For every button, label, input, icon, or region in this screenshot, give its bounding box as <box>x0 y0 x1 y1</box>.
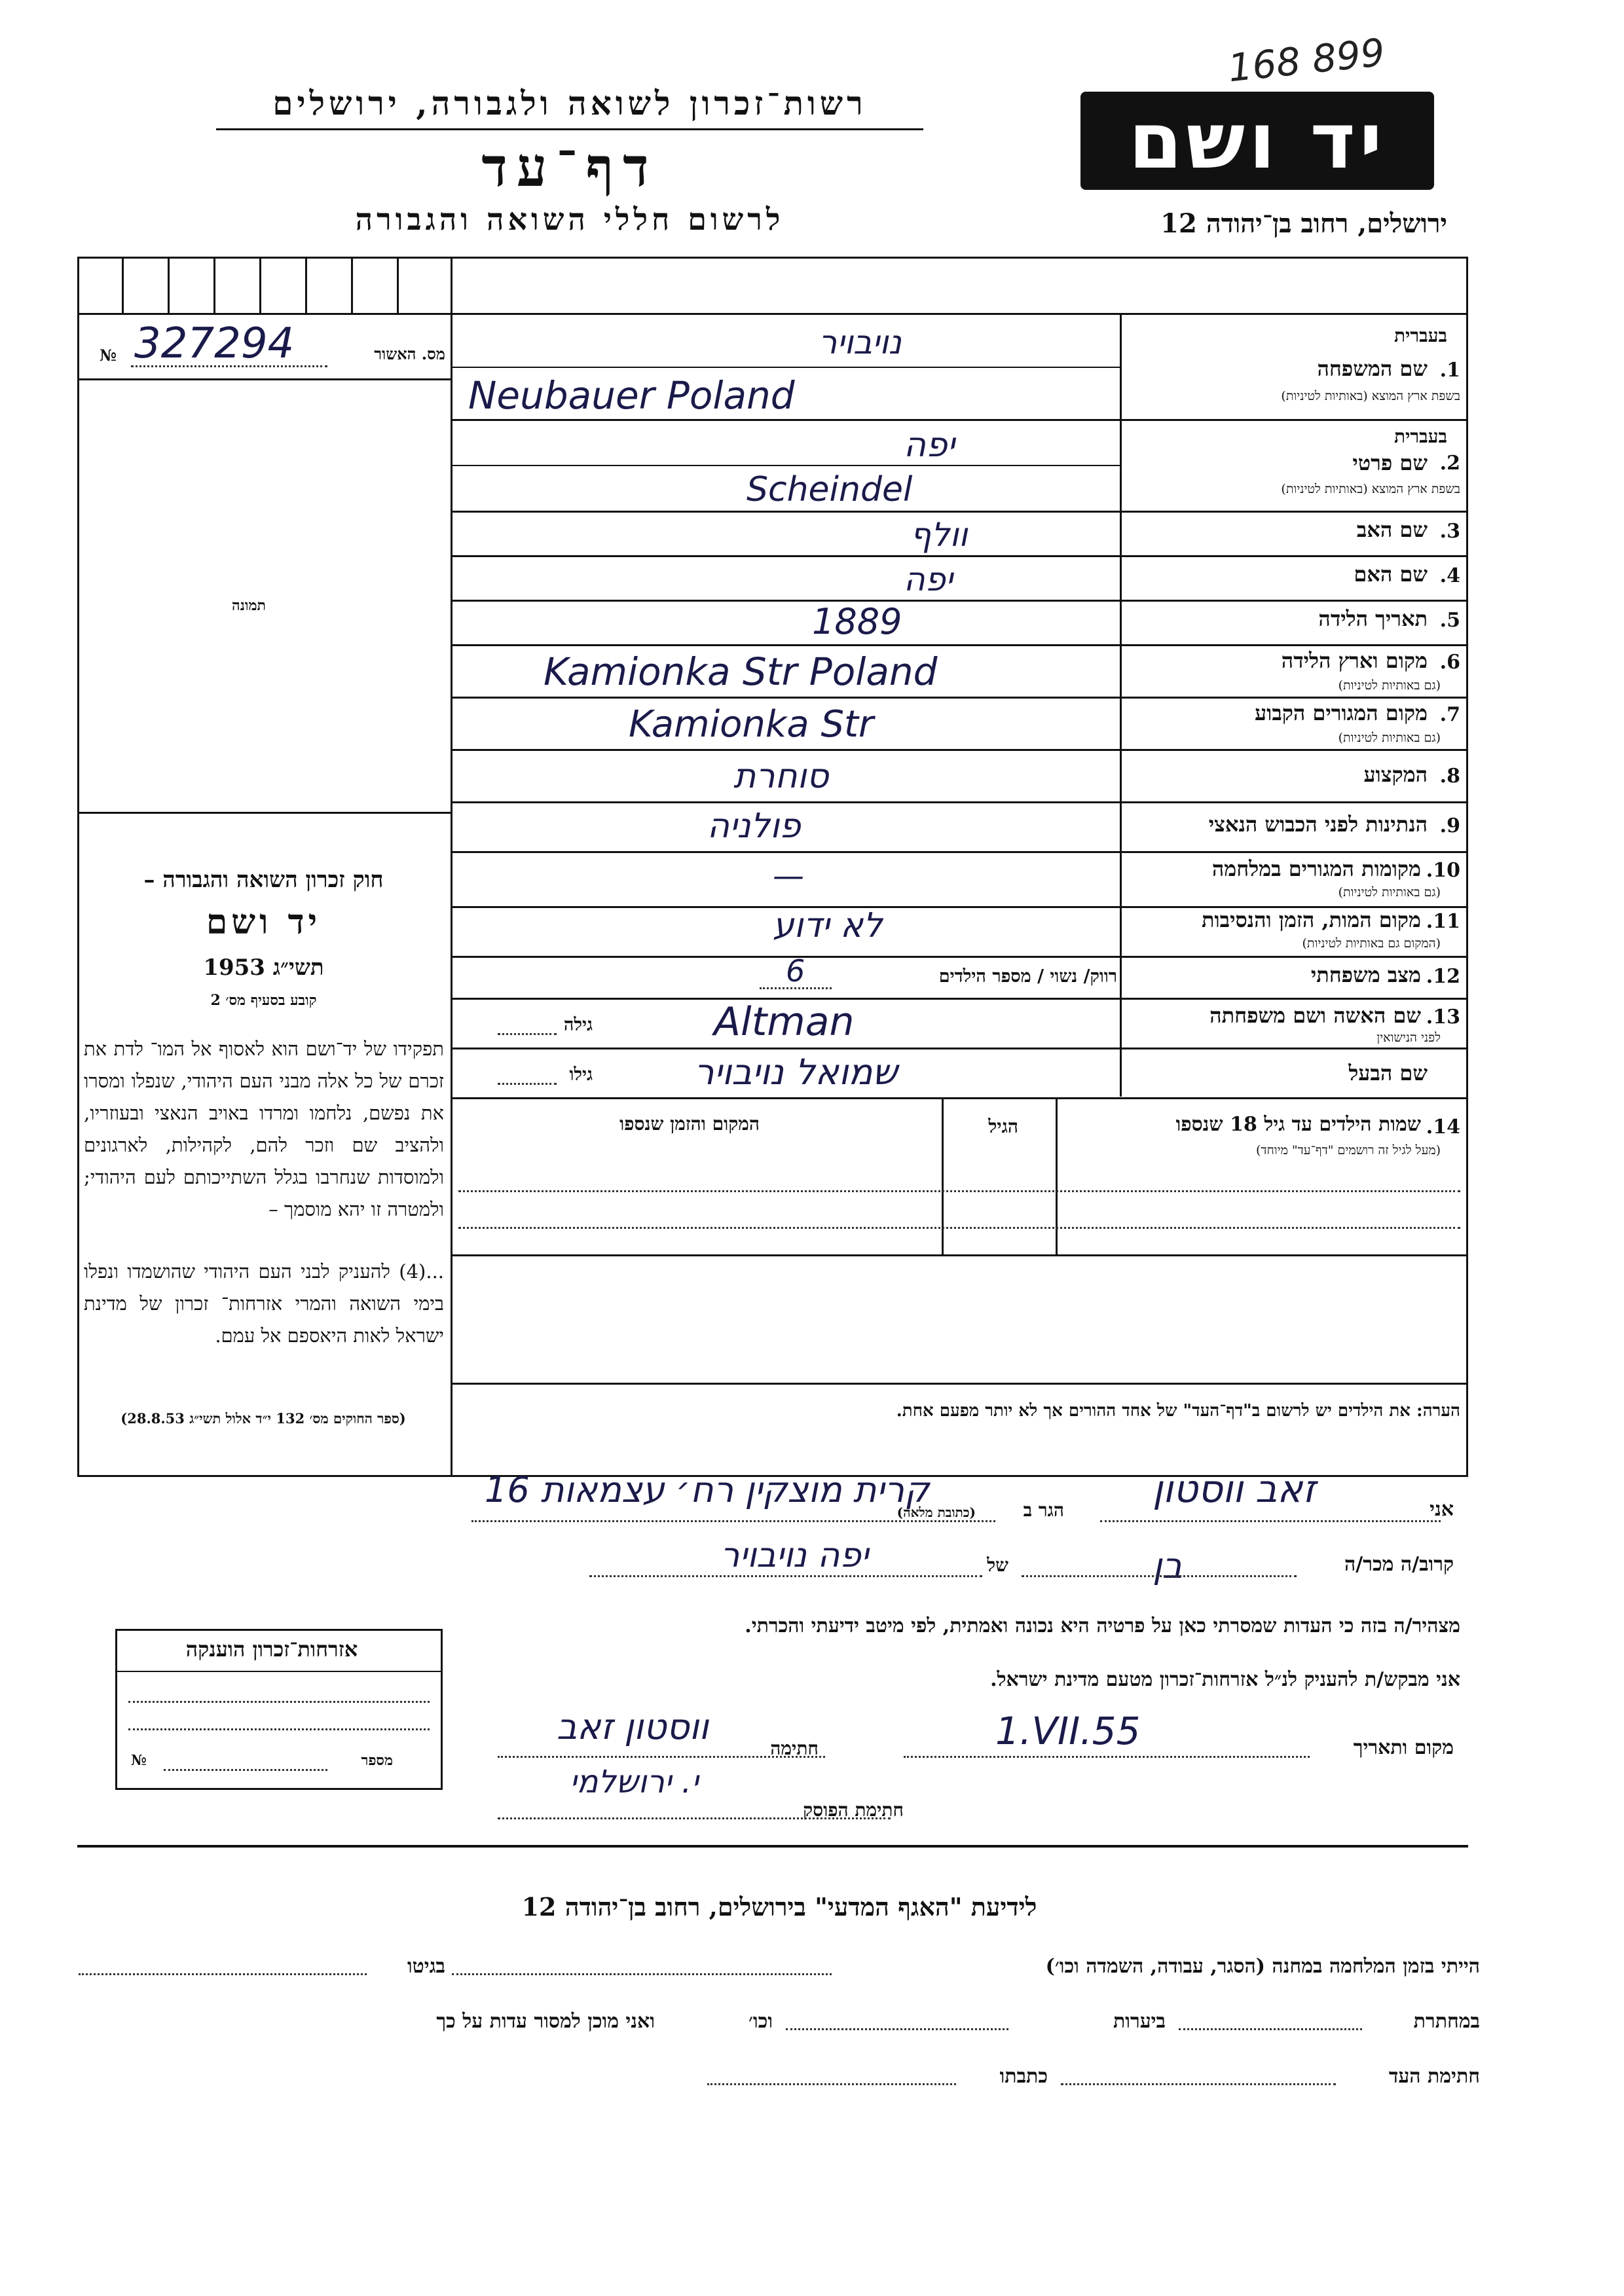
footer-address-dots <box>707 2083 956 2085</box>
field-10-sub: (גם באותיות לטיניות) <box>1338 885 1441 900</box>
archive-reference-number: 168 899 <box>1226 29 1387 91</box>
official-signature-dots <box>498 1817 891 1819</box>
children-col-divider <box>942 1097 944 1254</box>
declaration-relative: קרוב/ה מכר/ה <box>1344 1553 1454 1576</box>
approval-row-bottom <box>77 378 451 380</box>
office-box-divider <box>259 257 261 313</box>
field-13-value: Altman <box>714 999 855 1045</box>
field-1-number: 1. <box>1439 359 1460 382</box>
field-11-value: לא ידוע <box>773 906 883 945</box>
field-1-sub: בשפת ארץ המוצא (באותיות לטיניות) <box>1281 389 1460 403</box>
field-12-dotted-line <box>760 987 832 989</box>
footer-heading: לידיעת "האגף המדעי" בירושלים, רחוב בן־יהודה 12 <box>521 1892 1037 1922</box>
field-13-sub: לפני הנישואין <box>1376 1030 1441 1045</box>
row-separator <box>451 555 1468 557</box>
field-13-age-dots <box>498 1033 557 1035</box>
field-12-label: מצב משפחתי <box>1310 962 1421 987</box>
law-clause: קובע בסעיף מס׳ 2 <box>210 992 317 1009</box>
document-title: דף־עד <box>481 136 658 199</box>
husband-age-label: גילו <box>569 1065 593 1085</box>
husband-value: שמואל נויבויר <box>694 1051 898 1093</box>
law-paragraph-2: ...(4) להעניק לבני העם היהודי שהושמדו ונפלו בימי השואה והמרי אזרחות־ זכרון של מדינת ישראל לאות היאספם אל עמם. <box>84 1260 444 1347</box>
footer-underground-dots <box>1179 2028 1362 2030</box>
footer-line1-dots <box>452 1973 832 1975</box>
declaration-date-value: 1.VII.55 <box>995 1709 1141 1753</box>
footer-underground: במחתרת <box>1413 2010 1480 2033</box>
field-1-hebrew-value: נויבויר <box>819 323 902 361</box>
declaration-relation-dots <box>1022 1575 1297 1577</box>
row-separator <box>451 1097 1468 1099</box>
declaration-date-dots <box>904 1756 1310 1758</box>
field-1-label: שם המשפחה <box>1317 356 1428 381</box>
footer-etc: וכו׳ <box>748 2010 773 2033</box>
office-box-divider <box>122 257 124 313</box>
footer-ghetto-dots <box>79 1973 367 1975</box>
field-8-value: סוחרת <box>733 757 829 796</box>
children-sub: (מעל לגיל זה רושמים "דף־עד" מיוחד) <box>1255 1143 1441 1157</box>
field-4-value: יפה <box>904 560 953 598</box>
declaration-signature-value: ווסטון זאב <box>557 1706 709 1747</box>
declaration-address-value: קרית מוצקין רח׳ עצמאות 16 <box>485 1469 930 1510</box>
field-2-label: שם פרטי <box>1352 450 1428 475</box>
office-row-bottom <box>77 313 1468 315</box>
row-separator <box>451 998 1468 1000</box>
footer-forests-dots <box>786 2028 1008 2030</box>
declaration-ani: אני <box>1430 1498 1454 1521</box>
field-12-extra-label: רווק/ נשוי / מספר הילדים <box>938 966 1117 987</box>
field-12-value: 6 <box>786 953 805 989</box>
certificate-number-label: מספר <box>361 1752 393 1769</box>
field-9-number: 9. <box>1439 814 1460 837</box>
approval-number-value: 327294 <box>134 319 295 368</box>
row-separator <box>451 956 1468 958</box>
declaration-address-dots <box>471 1520 995 1522</box>
field-3-value: וולף <box>910 516 968 554</box>
footer-forests: ביערות <box>1113 2010 1166 2033</box>
row-subseparator <box>451 465 1120 466</box>
field-10-label: מקומות המגורים במלחמה <box>1211 856 1421 881</box>
husband-label: שם הבעל <box>1348 1061 1428 1085</box>
authority-underline <box>216 128 923 130</box>
law-title: חוק זכרון השואה והגבורה – <box>143 867 384 893</box>
children-place-header: המקום והזמן שנספו <box>619 1113 760 1135</box>
row-separator <box>451 419 1468 421</box>
field-7-label: מקום המגורים הקבוע <box>1255 701 1428 725</box>
certificate-dots <box>128 1701 430 1703</box>
footer-line2b: ואני מוכן למסור עדות על כך <box>436 2010 655 2033</box>
field-5-value: 1889 <box>812 601 902 642</box>
field-7-value: Kamionka Str <box>629 703 874 746</box>
field-6-number: 6. <box>1439 651 1460 674</box>
field-10-value: — <box>773 858 804 894</box>
row-separator <box>451 511 1468 513</box>
footer-line1: הייתי בזמן המלחמה במחנה (הסגר, עבודה, השמדה וכו׳) <box>1045 1955 1480 1978</box>
field-8-number: 8. <box>1439 765 1460 788</box>
field-1-latin-value: Neubauer Poland <box>468 373 795 418</box>
office-box-divider <box>397 257 399 313</box>
children-col-divider <box>1056 1097 1058 1254</box>
note-text: הערה: את הילדים יש לרשום ב"דף־העד" של אחד ההורים אך לא יותר מפעם אחת. <box>896 1401 1460 1421</box>
field-2-latin-value: Scheindel <box>747 470 913 509</box>
children-age-header: הגיל <box>988 1116 1018 1137</box>
certificate-no-mark: № <box>131 1752 147 1769</box>
photo-area-bottom <box>77 812 451 814</box>
field-2-sub: בשפת ארץ המוצא (באותיות לטיניות) <box>1281 482 1460 496</box>
declaration-relation-value: בן <box>1153 1545 1183 1586</box>
field-3-number: 3. <box>1439 520 1460 543</box>
field-7-number: 7. <box>1439 703 1460 726</box>
field-5-number: 5. <box>1439 609 1460 632</box>
declaration-lives-at: הגר ב <box>1023 1499 1064 1521</box>
note-top-line <box>451 1383 1468 1385</box>
field-6-value: Kamionka Str Poland <box>544 649 938 694</box>
office-box-divider <box>213 257 215 313</box>
field-12-number: 12. <box>1426 965 1460 988</box>
field-13-number: 13. <box>1426 1006 1460 1029</box>
column-divider <box>451 257 452 1477</box>
row-separator <box>451 644 1468 646</box>
field-3-label: שם האב <box>1356 517 1428 542</box>
field-11-sub: (המקום גם באותיות לטיניות) <box>1302 936 1441 951</box>
declaration-name-dots <box>1100 1520 1441 1522</box>
field-13-age-label: גילה <box>563 1015 593 1035</box>
children-number: 14. <box>1426 1116 1460 1139</box>
office-box-divider <box>305 257 307 313</box>
declaration-of-value: יפה נויבויר <box>720 1536 869 1575</box>
logo-text: יד ושם <box>1128 96 1386 186</box>
field-6-sub: (גם באותיות לטיניות) <box>1338 678 1441 693</box>
official-signature-value: י. ירושלמי <box>570 1764 699 1800</box>
certificate-dots <box>128 1728 430 1730</box>
footer-address: כתבתו <box>999 2065 1048 2088</box>
declaration-request: אני מבקש/ת להעניק לנ״ל אזרחות־זכרון מטעם מדינת ישראל. <box>990 1668 1460 1691</box>
field-10-number: 10. <box>1426 859 1460 882</box>
row-separator <box>451 600 1468 602</box>
authority-title: רשות־זכרון לשואה ולגבורה, ירושלים <box>272 84 867 122</box>
approval-dotted-line <box>131 365 327 367</box>
declaration-of-dots <box>589 1575 982 1577</box>
children-row-dots <box>458 1190 1460 1192</box>
declaration-of: של <box>987 1554 1008 1576</box>
field-8-label: המקצוע <box>1363 762 1428 787</box>
field-2-hebrew-value: יפה <box>904 426 955 465</box>
field-7-sub: (גם באותיות לטיניות) <box>1338 731 1441 745</box>
field-13-label: שם האשה ושם משפחתה <box>1209 1003 1421 1028</box>
institution-address: ירושלים, רחוב בן־יהודה 12 <box>1160 208 1447 239</box>
row-separator <box>451 801 1468 803</box>
office-box-divider <box>351 257 353 313</box>
children-table-bottom <box>451 1254 1468 1256</box>
declaration-signature-label: חתימה <box>770 1738 819 1759</box>
office-box-divider <box>168 257 170 313</box>
row-separator <box>451 1048 1468 1049</box>
approval-no-mark: № <box>100 346 117 365</box>
label-column-divider <box>1120 314 1122 1097</box>
field-4-number: 4. <box>1439 564 1460 587</box>
field-11-label: מקום המות, הזמן והנסיבות <box>1201 907 1421 932</box>
children-row-dots <box>458 1227 1460 1229</box>
footer-witness-dots <box>1061 2083 1336 2085</box>
field-9-value: פולניה <box>707 807 801 846</box>
row-separator <box>451 851 1468 853</box>
field-6-label: מקום וארץ הלידה <box>1281 648 1428 673</box>
certificate-title: אזרחות־זכרון הוענקה <box>185 1637 358 1662</box>
law-paragraph-1: תפקידו של יד־ושם הוא לאסוף אל המו־ לדת את זכרם של כל אלה מבני העם היהודי, שנפלו ומסרו את נפשם, נלחמו ומרדו באויב הנאצי ובעוזריו, ולהציב שם וזכר להם, לקהילות, לארגונים ולמוסדות שנחרבו בגלל השתייכותם לעם היהודי; ולמטרה זו יהא מוסמך – <box>84 1038 444 1220</box>
certificate-title-rule <box>115 1671 443 1672</box>
yad-vashem-logo <box>1080 92 1434 190</box>
approval-number-label: מס. האשור <box>374 344 445 363</box>
field-4-label: שם האם <box>1354 562 1428 587</box>
field-1-heb-tag: בעברית <box>1393 325 1447 346</box>
children-label: שמות הילדים עד גיל 18 שנספו <box>1175 1113 1421 1136</box>
law-year: תשי״ג 1953 <box>203 955 324 981</box>
field-5-label: תאריך הלידה <box>1318 606 1428 631</box>
field-11-number: 11. <box>1426 910 1460 933</box>
declaration-place-date-label: מקום ותאריך <box>1353 1736 1454 1759</box>
husband-age-dots <box>498 1083 557 1085</box>
official-signature-label: חתימת הפוסק <box>803 1799 904 1821</box>
row-subseparator <box>451 367 1120 368</box>
law-name: יד ושם <box>206 902 322 942</box>
declaration-name-value: זאב ווסטון <box>1153 1467 1316 1511</box>
field-2-number: 2. <box>1439 452 1460 475</box>
field-9-label: הנתינות לפני הכבוש הנאצי <box>1208 812 1428 837</box>
field-2-heb-tag: בעברית <box>1393 426 1447 447</box>
certificate-number-dots <box>164 1769 327 1771</box>
row-separator <box>451 749 1468 751</box>
footer-separator <box>77 1845 1468 1848</box>
document-subtitle: לרשום חללי השואה והגבורה <box>355 202 784 237</box>
law-source: (ספר החוקים מס׳ 132 י״ד אלול תשי״ג 28.8.53) <box>120 1410 406 1427</box>
photo-label: תמונה <box>232 597 266 614</box>
footer-ghetto: בגיטו <box>407 1955 445 1978</box>
declaration-full-address-hint: (כתובת מלאה) <box>896 1504 976 1520</box>
row-separator <box>451 697 1468 699</box>
footer-witness-signature: חתימת העד <box>1388 2065 1480 2088</box>
declaration-statement: מצהיר/ה בזה כי העדות שמסרתי כאן על פרטיה היא נכונה ואמתית, לפי מיטב ידיעתי והכרתי. <box>745 1614 1460 1637</box>
declaration-signature-dots <box>498 1756 825 1758</box>
